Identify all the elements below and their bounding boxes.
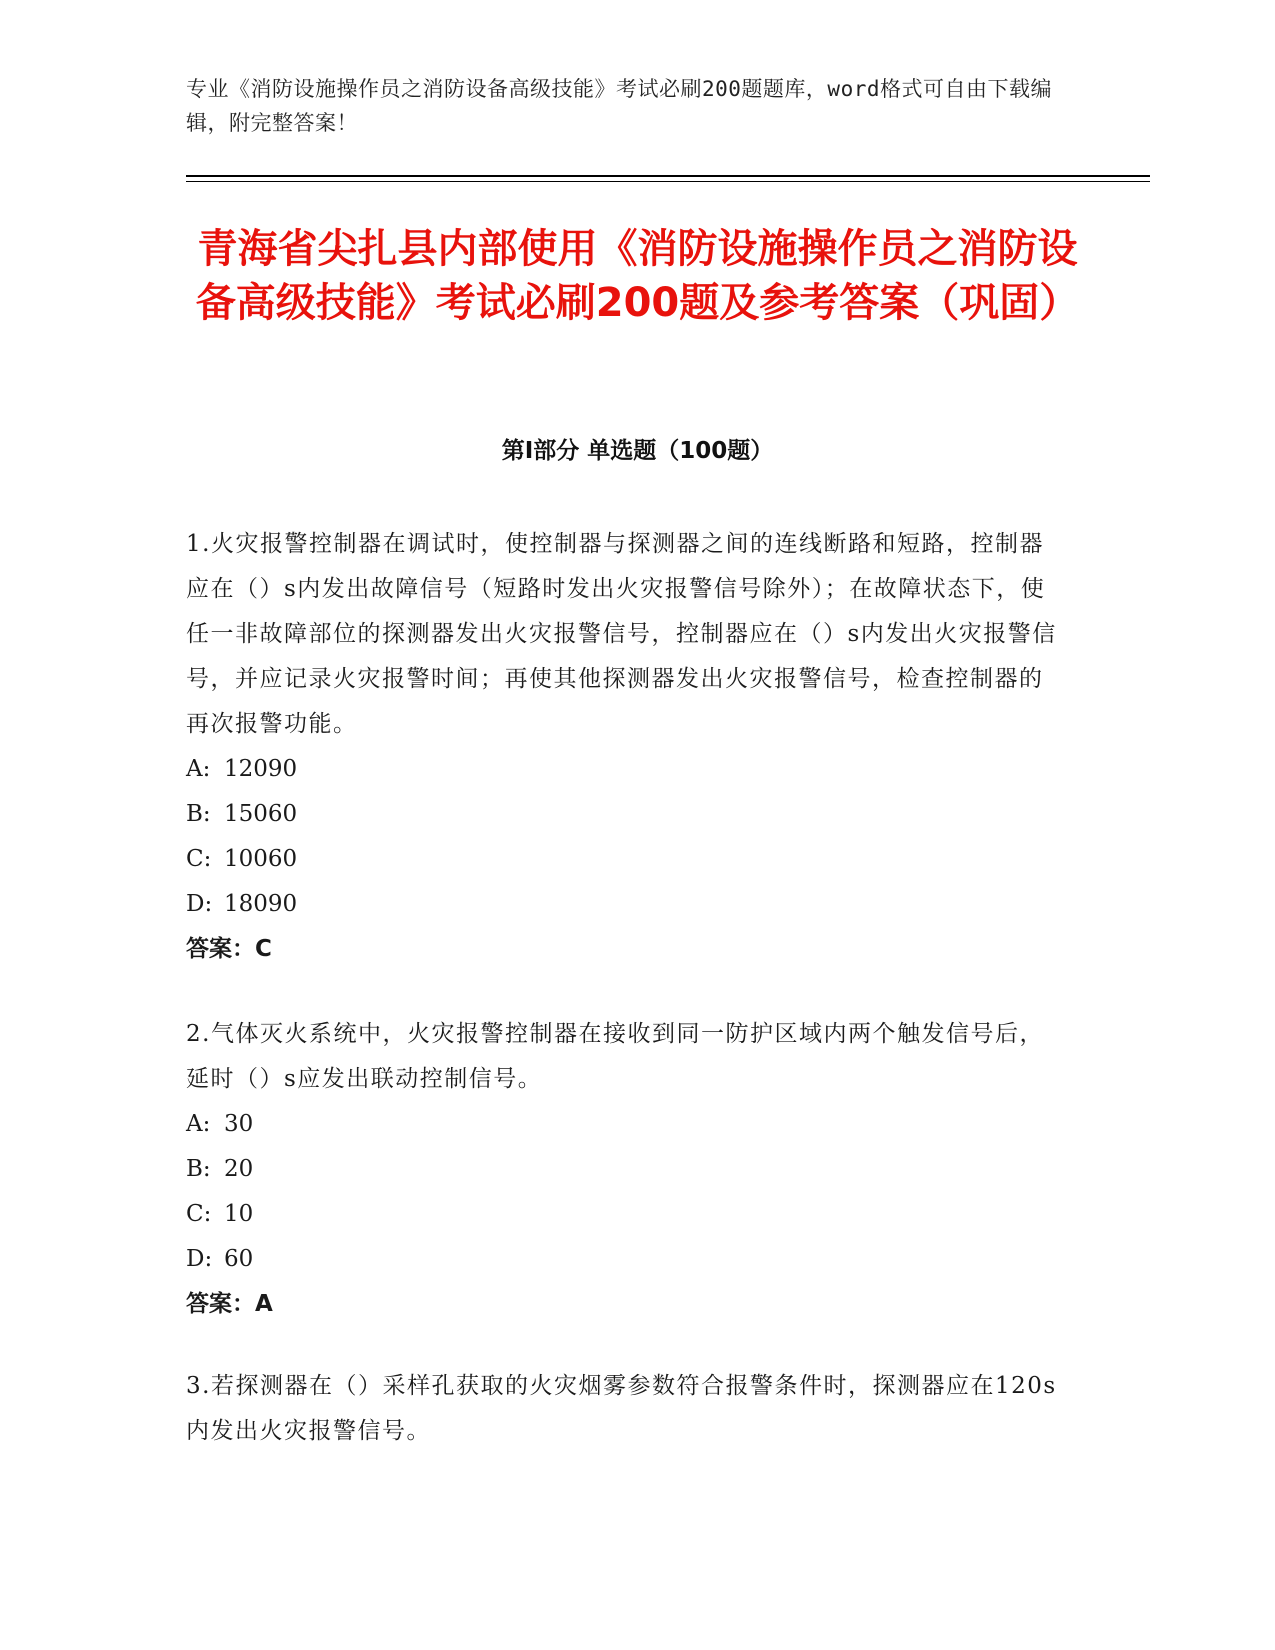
- option-a: [186, 747, 1066, 792]
- option-letter: D:: [186, 891, 213, 917]
- question-2: [186, 1012, 1066, 1327]
- option-text: 30: [224, 1111, 254, 1137]
- option-text: 60: [224, 1246, 254, 1272]
- option-letter: A:: [186, 756, 211, 782]
- document-title: 青海省尖扎县内部使用《消防设施操作员之消防设备高级技能》考试必刷200题及参考答案（巩固）: [195, 226, 1080, 326]
- option-c: [186, 837, 1066, 882]
- option-text: 18090: [224, 891, 298, 917]
- answer-line: 答案：C: [186, 936, 272, 962]
- option-text: 10060: [224, 846, 298, 872]
- option-letter: C:: [186, 1201, 212, 1227]
- option-text: 12090: [224, 756, 298, 782]
- question-stem: 2.气体灭火系统中，火灾报警控制器在接收到同一防护区域内两个触发信号后，延时（）s应发出联动控制信号。: [186, 1021, 1044, 1092]
- option-b: [186, 792, 1066, 837]
- question-stem: 1.火灾报警控制器在调试时，使控制器与探测器之间的连线断路和短路，控制器应在（）s内发出故障信号（短路时发出火灾报警信号除外）；在故障状态下，使任一非故障部位的探测器发出火灾报警信号，控制器应在（）s内发出火灾报警信号，并应记录火灾报警时间；再使其他探测器发出火灾报警信号，检查控制器的再次报警功能。: [186, 531, 1057, 737]
- option-d: [186, 882, 1066, 927]
- option-b: [186, 1147, 1066, 1192]
- option-letter: B:: [186, 1156, 211, 1182]
- question-3: [186, 1364, 1066, 1454]
- question-stem: 3.若探测器在（）采样孔获取的火灾烟雾参数符合报警条件时，探测器应在120s内发出火灾报警信号。: [186, 1373, 1057, 1444]
- header-note: 专业《消防设施操作员之消防设备高级技能》考试必刷200题题库，word格式可自由下载编辑，附完整答案！: [186, 77, 1052, 135]
- option-text: 20: [224, 1156, 254, 1182]
- option-letter: C:: [186, 846, 212, 872]
- option-c: [186, 1192, 1066, 1237]
- option-text: 10: [224, 1201, 254, 1227]
- option-a: [186, 1102, 1066, 1147]
- option-letter: B:: [186, 801, 211, 827]
- option-letter: A:: [186, 1111, 211, 1137]
- option-letter: D:: [186, 1246, 213, 1272]
- header-divider: [186, 175, 1150, 177]
- section-heading: 第Ⅰ部分 单选题（100题）: [501, 438, 774, 464]
- question-1: [186, 522, 1066, 972]
- option-text: 15060: [224, 801, 298, 827]
- header-divider-secondary: [186, 181, 1150, 182]
- option-d: [186, 1237, 1066, 1282]
- answer-line: 答案：A: [186, 1291, 273, 1317]
